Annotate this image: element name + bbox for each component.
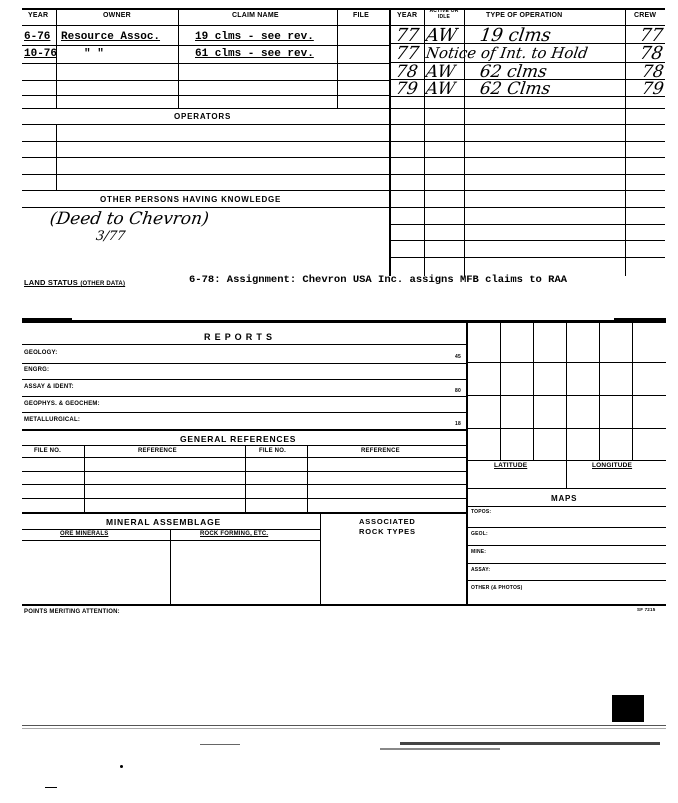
activity-header-crew: CREW <box>634 12 657 19</box>
gr-header-file-1: FILE NO. <box>34 448 61 454</box>
activity-row-4-status: AW <box>424 79 457 99</box>
report-assay-num: 80 <box>455 388 461 394</box>
activity-header-type: TYPE OF OPERATION <box>486 12 563 19</box>
reports-title: R E P O R T S <box>204 332 273 342</box>
claim-row-2-claim: 61 clms - see rev. <box>195 48 314 60</box>
general-references-title: GENERAL REFERENCES <box>180 434 297 444</box>
activity-row-1-crew: 77 <box>638 25 665 46</box>
claim-row-2-owner: " " <box>84 48 104 60</box>
land-status-label <box>24 278 125 287</box>
activity-header-active: ACTIVE OR IDLE <box>429 8 459 20</box>
activity-row-1-status: AW <box>424 25 459 46</box>
report-metallurgical-label: METALLURGICAL: <box>24 417 81 423</box>
activity-row-4-year: 79 <box>394 79 420 99</box>
activity-row-3-crew: 78 <box>640 62 666 82</box>
mineral-title: MINERAL ASSEMBLAGE <box>106 517 221 527</box>
claim-row-2-year: 10-76 <box>24 48 58 60</box>
knowledge-date: 3/77 <box>94 229 127 244</box>
knowledge-note: (Deed to Chevron) <box>48 209 211 229</box>
activity-row-1-year: 77 <box>394 25 421 46</box>
maps-other: OTHER (& PHOTOS) <box>471 585 523 591</box>
activity-row-3-type: 62 clms <box>478 62 549 82</box>
activity-row-3-status: AW <box>424 62 457 82</box>
claims-header-claim-name: CLAIM NAME <box>232 12 279 19</box>
activity-row-2-year: 77 <box>394 43 421 64</box>
claim-row-1-year: 6-76 <box>24 31 51 43</box>
operators-title: OPERATORS <box>174 112 232 121</box>
report-geology-num: 45 <box>455 354 461 360</box>
claims-header-file: FILE <box>353 12 369 19</box>
maps-geol: GEOL: <box>471 531 488 537</box>
activity-row-3-year: 78 <box>394 62 420 82</box>
land-status-text: 6-78: Assignment: Chevron USA Inc. assigns MFB claims to RAA <box>189 274 568 286</box>
mineral-rock-header: ROCK FORMING, ETC. <box>200 531 269 537</box>
knowledge-title: OTHER PERSONS HAVING KNOWLEDGE <box>100 195 282 204</box>
activity-row-2-crew: 78 <box>638 43 665 64</box>
claims-header-owner: OWNER <box>103 12 131 19</box>
form-code: SF 7215 <box>637 607 656 612</box>
report-geology-label: GEOLOGY: <box>24 350 58 356</box>
report-assay-label: ASSAY & IDENT: <box>24 384 74 390</box>
claim-row-1-owner: Resource Assoc. <box>61 31 161 43</box>
claim-row-1-claim: 19 clms - see rev. <box>195 31 314 43</box>
mineral-ore-header: ORE MINERALS <box>60 531 109 537</box>
activity-row-1-type: 19 clms <box>478 25 553 46</box>
mineral-assoc-1: ASSOCIATED <box>359 517 416 526</box>
points-label: POINTS MERITING ATTENTION: <box>24 609 120 615</box>
gr-header-file-2: FILE NO. <box>259 448 286 454</box>
longitude-label: LONGITUDE <box>592 462 633 469</box>
activity-row-4-type: 62 Clms <box>478 79 552 99</box>
gr-header-ref-1: REFERENCE <box>138 448 177 454</box>
maps-assay: ASSAY: <box>471 567 491 573</box>
land-status-label-main: LAND STATUS <box>24 278 79 287</box>
claims-header-year: YEAR <box>28 12 49 19</box>
maps-mine: MINE: <box>471 549 487 555</box>
report-engrg-label: ENGRG: <box>24 367 50 373</box>
report-geophys-label: GEOPHYS. & GEOCHEM: <box>24 401 100 407</box>
activity-row-4-crew: 79 <box>640 79 666 99</box>
land-status-label-sub: (OTHER DATA) <box>80 281 126 287</box>
latitude-label: LATITUDE <box>494 462 528 469</box>
activity-header-year: YEAR <box>397 12 418 19</box>
maps-topos: TOPOS: <box>471 509 492 515</box>
maps-title: MAPS <box>551 494 578 503</box>
gr-header-ref-2: REFERENCE <box>361 448 400 454</box>
report-metallurgical-num: 18 <box>455 421 461 427</box>
mineral-assoc-2: ROCK TYPES <box>359 527 416 536</box>
activity-row-2-type: Notice of Int. to Hold <box>424 44 590 62</box>
